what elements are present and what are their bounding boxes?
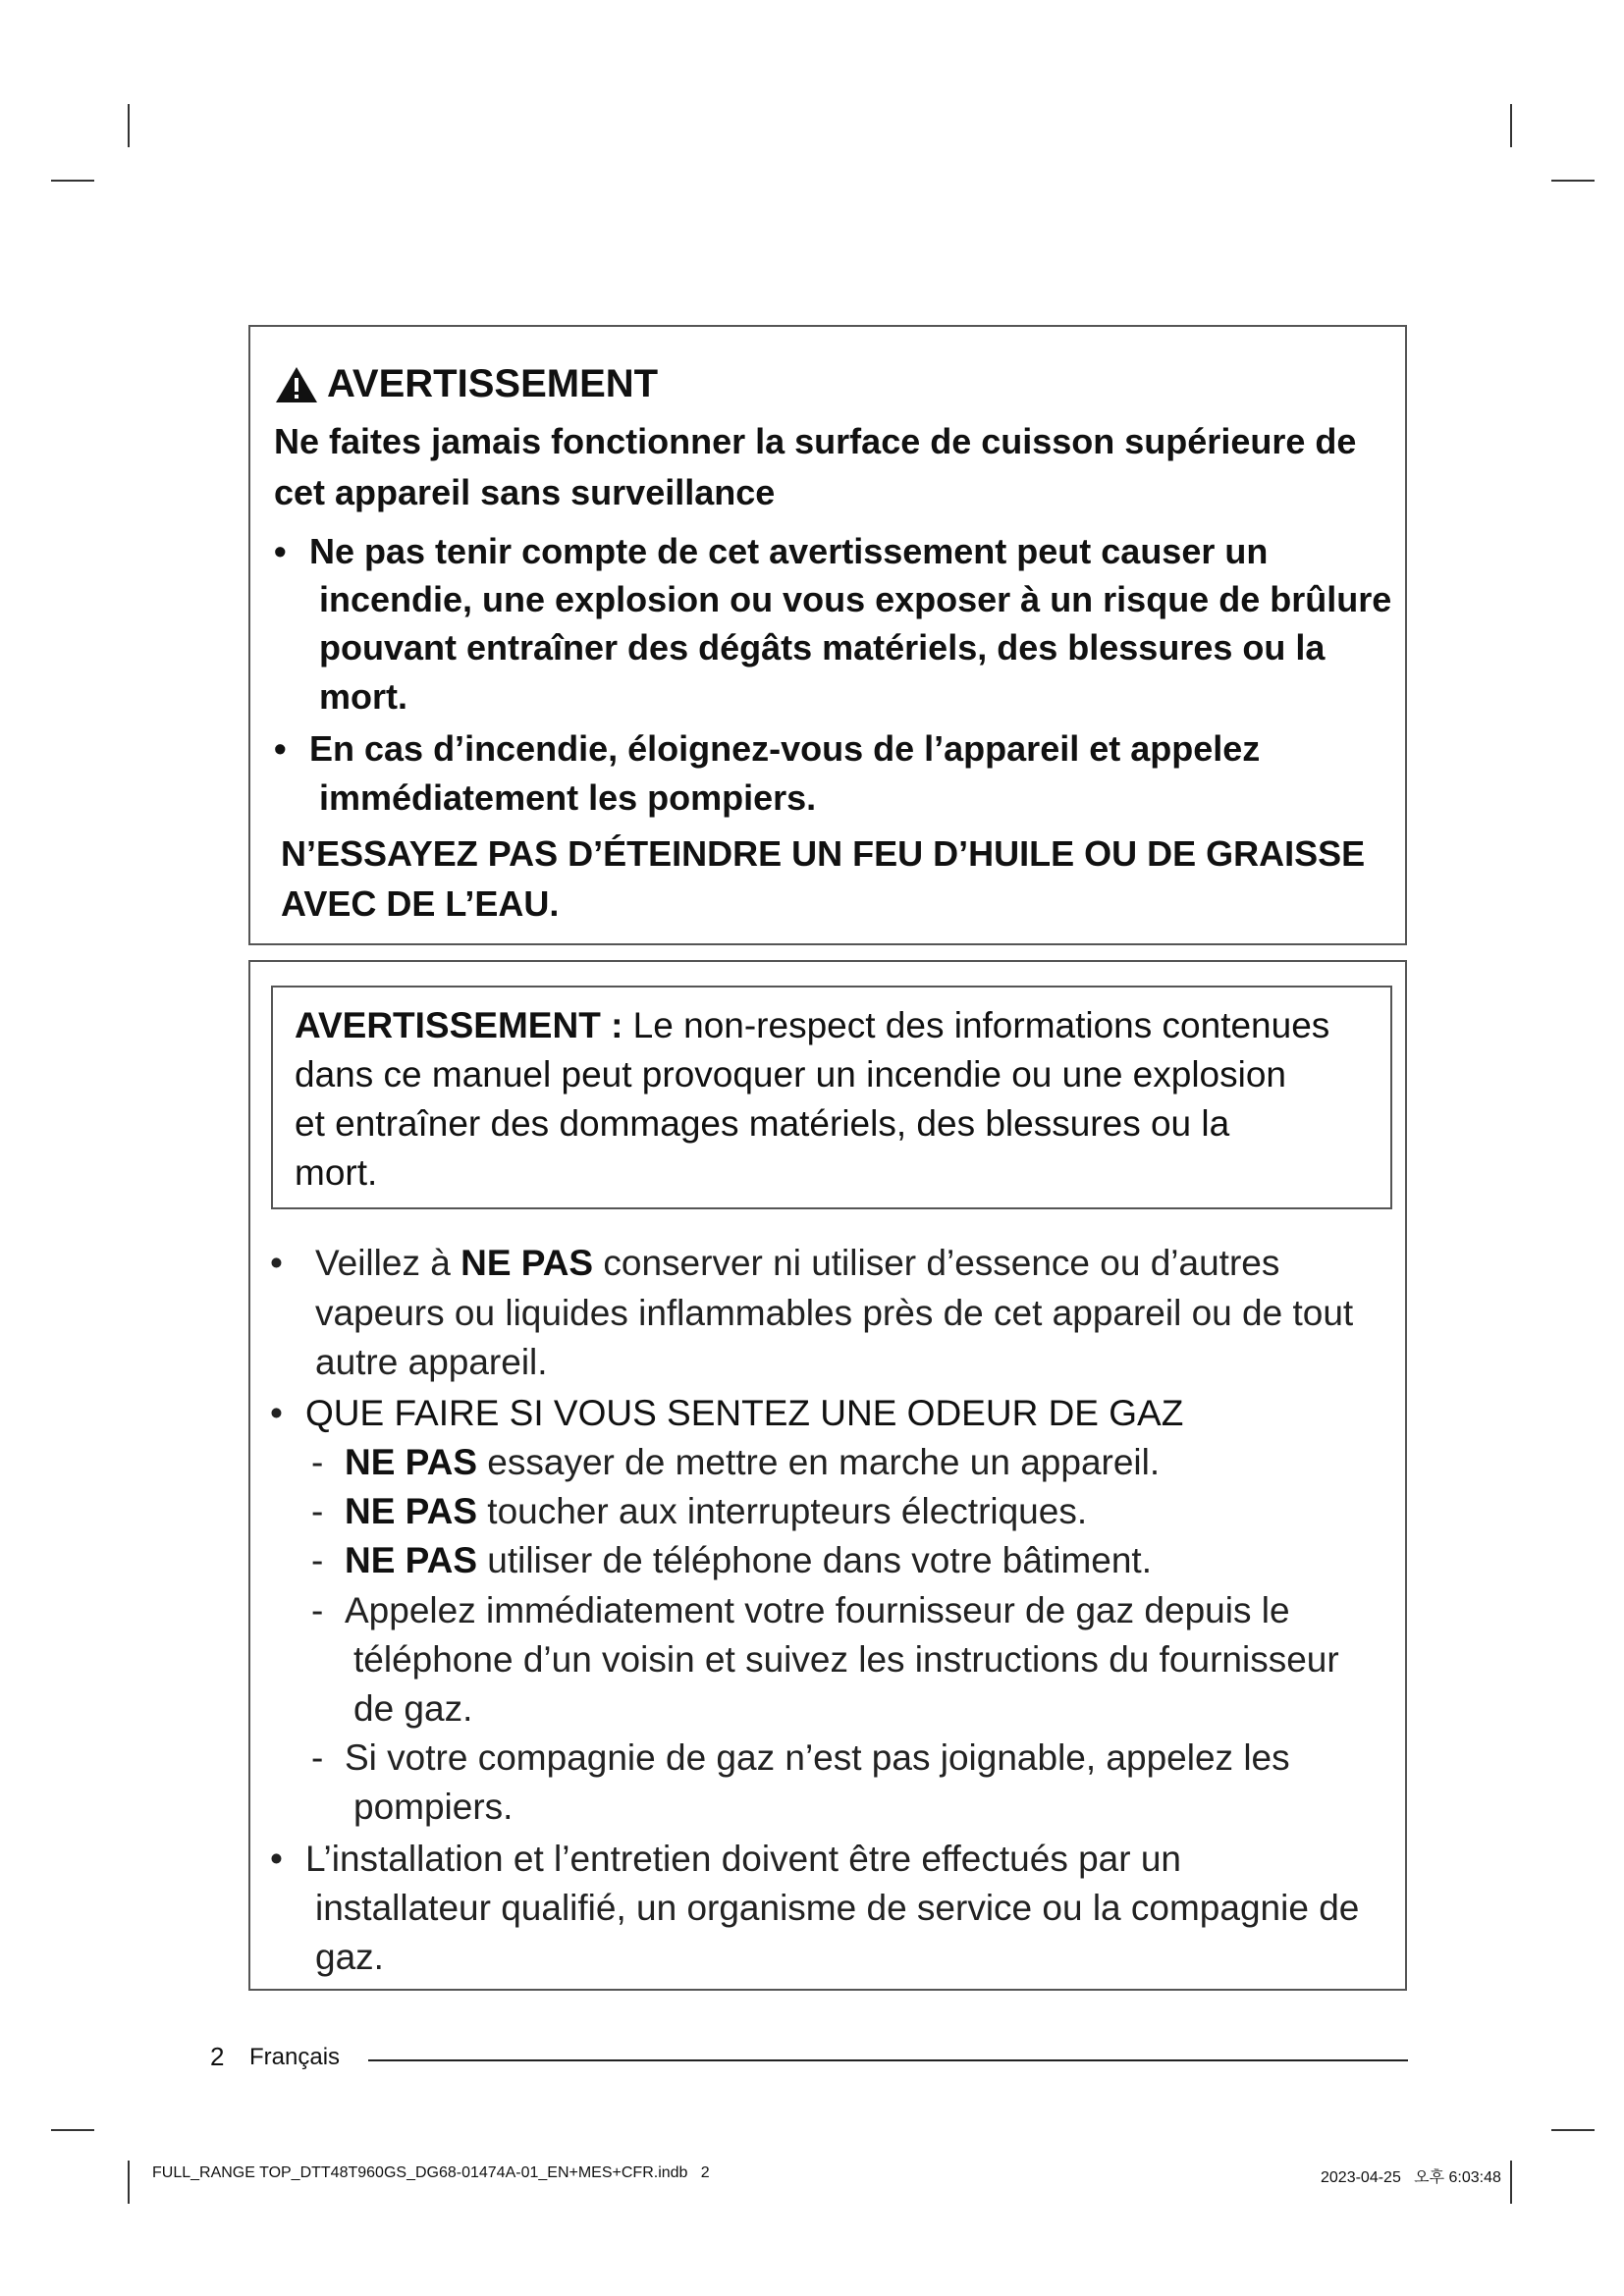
- dash: -: [311, 1442, 324, 1482]
- sub-item: pompiers.: [353, 1787, 514, 1827]
- crop-mark: [1510, 2161, 1512, 2204]
- bullet-text: gaz.: [315, 1937, 384, 1977]
- inner-warning-label: AVERTISSEMENT :: [295, 1005, 623, 1045]
- inner-warning-box: [271, 986, 1392, 1209]
- inner-warning-line: et entraîner des dommages matériels, des blessures ou la: [295, 1103, 1230, 1144]
- warning-title: [274, 362, 658, 406]
- bullet-text: incendie, une explosion ou vous exposer à un risque de brûlure: [319, 579, 1392, 619]
- crop-mark: [51, 180, 94, 182]
- sub-item: [345, 1491, 1087, 1532]
- warning-title-text: AVERTISSEMENT: [327, 362, 659, 405]
- warning-caps-line: AVEC DE L’EAU.: [281, 883, 560, 924]
- emphasis-text: NE PAS: [345, 1540, 478, 1580]
- dash: -: [311, 1540, 324, 1580]
- sub-item: téléphone d’un voisin et suivez les instructions du fournisseur: [353, 1639, 1339, 1680]
- sub-item: de gaz.: [353, 1688, 473, 1729]
- bullet-text: En cas d’incendie, éloignez-vous de l’appareil et appelez: [309, 728, 1261, 769]
- sub-item: [345, 1540, 1152, 1581]
- crop-mark: [1551, 2129, 1595, 2131]
- inner-warning-text: Le non-respect des informations contenues: [623, 1005, 1330, 1045]
- bullet-dot: •: [274, 728, 287, 769]
- page-number: 2: [210, 2042, 225, 2071]
- warning-bullet: [274, 531, 1268, 572]
- bullet-text: vapeurs ou liquides inflammables près de cet appareil ou de tout: [315, 1293, 1354, 1333]
- warning-heading-line: Ne faites jamais fonctionner la surface de cuisson supérieure de: [274, 421, 1357, 461]
- dash: -: [311, 1590, 324, 1630]
- bullet-text: L’installation et l’entretien doivent être effectués par un: [305, 1839, 1182, 1879]
- bullet-text: pouvant entraîner des dégâts matériels, des blessures ou la: [319, 627, 1326, 667]
- bullet-text: installateur qualifié, un organisme de service ou la compagnie de: [315, 1888, 1360, 1928]
- sub-item: Appelez immédiatement votre fournisseur de gaz depuis le: [345, 1590, 1290, 1630]
- emphasis-text: NE PAS: [345, 1442, 478, 1482]
- bullet-dot: •: [270, 1243, 283, 1283]
- sub-item: [345, 1442, 1160, 1483]
- bullet-text: Ne pas tenir compte de cet avertissement peut causer un: [309, 531, 1269, 571]
- crop-mark: [51, 2129, 94, 2131]
- warning-triangle-icon: [274, 365, 319, 404]
- slug-timestamp: 2023-04-25 오후 6:03:48: [1321, 2169, 1501, 2186]
- footer-language: Français: [249, 2044, 341, 2070]
- emphasis-text: NE PAS: [460, 1243, 594, 1283]
- warning-heading-line: cet appareil sans surveillance: [274, 472, 776, 512]
- inner-warning-line: [295, 1005, 1329, 1046]
- info-box: [248, 960, 1407, 1991]
- text-fragment: toucher aux interrupteurs électriques.: [477, 1491, 1088, 1531]
- text-fragment: Veillez à: [315, 1243, 461, 1283]
- text-fragment: utiliser de téléphone dans votre bâtiment.: [477, 1540, 1152, 1580]
- crop-mark: [128, 104, 130, 147]
- crop-mark: [128, 2161, 130, 2204]
- dash: -: [311, 1491, 324, 1531]
- emphasis-text: NE PAS: [345, 1491, 478, 1531]
- warning-bullet: [274, 728, 1260, 770]
- warning-caps-line: N’ESSAYEZ PAS D’ÉTEINDRE UN FEU D’HUILE OU DE GRAISSE: [281, 833, 1366, 874]
- inner-warning-line: mort.: [295, 1152, 378, 1193]
- bullet-text: autre appareil.: [315, 1342, 548, 1382]
- dash: -: [311, 1737, 324, 1778]
- bullet-dot: •: [270, 1839, 283, 1879]
- inner-warning-line: dans ce manuel peut provoquer un incendie ou une explosion: [295, 1054, 1287, 1095]
- bullet-text: [315, 1243, 1279, 1284]
- bullet-text: immédiatement les pompiers.: [319, 777, 817, 818]
- text-fragment: conserver ni utiliser d’essence ou d’autres: [593, 1243, 1280, 1283]
- bullet-text: mort.: [319, 676, 407, 717]
- crop-mark: [1510, 104, 1512, 147]
- sub-item: Si votre compagnie de gaz n’est pas joignable, appelez les: [345, 1737, 1290, 1778]
- warning-box: [248, 325, 1407, 945]
- crop-mark: [1551, 180, 1595, 182]
- bullet-dot: •: [274, 531, 287, 571]
- slug-file: FULL_RANGE TOP_DTT48T960GS_DG68-01474A-01_EN+MES+CFR.indb 2: [152, 2164, 710, 2181]
- footer-rule: [368, 2059, 1408, 2061]
- gas-odor-heading: QUE FAIRE SI VOUS SENTEZ UNE ODEUR DE GAZ: [305, 1393, 1184, 1433]
- text-fragment: essayer de mettre en marche un appareil.: [477, 1442, 1161, 1482]
- bullet-dot: •: [270, 1393, 283, 1433]
